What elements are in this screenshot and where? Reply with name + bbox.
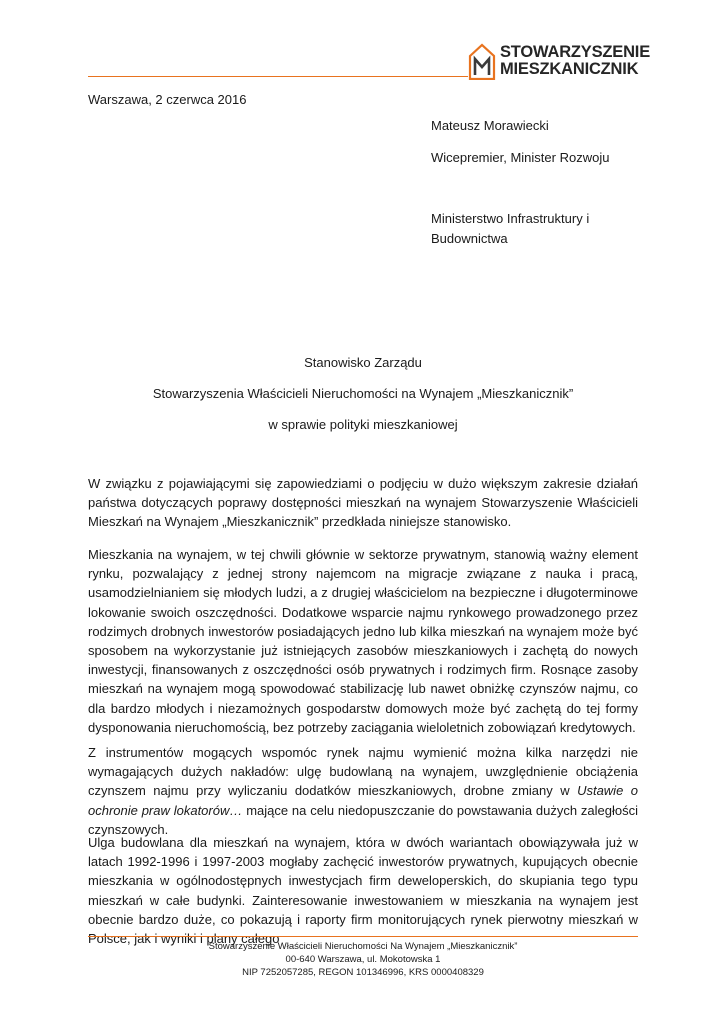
recipient-name: Mateusz Morawiecki (431, 118, 549, 133)
letter-date: Warszawa, 2 czerwca 2016 (88, 92, 247, 107)
paragraph-3-text-a: Z instrumentów mogących wspomóc rynek najmu wymienić można kilka narzędzi nie wymagających dużych nakładów: ulgę budowlaną na wynajem, uwzględnienie obciążenia czynszem najmu przy wyliczaniu dodatków mieszkaniowych, drobne zmiany w (88, 745, 638, 799)
logo-line-2: MIESZKANICZNIK (500, 60, 639, 78)
ministry-line-1: Ministerstwo Infrastruktury i (431, 211, 590, 226)
recipient-title: Wicepremier, Minister Rozwoju (431, 150, 610, 165)
logo-wordmark (500, 44, 650, 78)
paragraph-1: W związku z pojawiającymi się zapowiedziami o podjęciu w dużo większym zakresie działań państwa dotyczących poprawy dostępności mieszkań na wynajem Stowarzyszenie Właścicieli Mieszkań na Wynajem „Mieszkanicznik” przedkłada niniejsze stanowisko. (88, 476, 638, 530)
footer-divider (88, 936, 638, 937)
paragraph-3-text-b: mające na celu niedopuszczanie do powstawania dużych zaległości czynszowych. (88, 802, 638, 837)
document-title-line-2: Stowarzyszenia Właścicieli Nieruchomości na Wynajem „Mieszkanicznik” (152, 386, 574, 401)
house-m-icon (468, 42, 496, 80)
document-title-line-1: Stanowisko Zarządu (304, 355, 422, 370)
logo (468, 40, 648, 82)
logo-line-1: STOWARZYSZENIE (500, 43, 650, 61)
document-title-line-3: w sprawie polityki mieszkaniowej (268, 417, 458, 432)
header-divider (88, 76, 468, 77)
paragraph-3-law-title: Ustawie o ochronie praw lokatorów… (88, 783, 638, 818)
paragraph-2: Mieszkania na wynajem, w tej chwili głównie w sektorze prywatnym, stanowią ważny element rynku, pozwalający z jednej strony najemcom na migracje związane z nauka i pracą, usamodzielnianiem się młodych ludzi, a z drugiej właścicielom na bezpieczne i długoterminowe lokowanie swoich oszczędności. Dodatkowe wsparcie najmu rynkowego prowadzonego przez rodzimych drobnych inwestorów posiadających jedno lub kilka mieszkań na wynajem może być sposobem na wykorzystanie już istniejących zasobów mieszkaniowych i zachętą do nowych inwestycji, finansowanych z oszczędności osób prywatnych i rodzimych firm. Rosnące zasoby mieszkań na wynajem mogą spowodować stabilizację lub nawet obniżkę czynszów najmu, co dla bardzo młodych i niezamożnych gospodarstw domowych może być zachętą do tej formy dysponowania nieruchomością, bez potrzeby zaciągania wieloletnich zobowiązań kredytowych. (88, 547, 638, 735)
ministry-line-2: Budownictwa (431, 231, 508, 246)
footer-org-name: Stowarzyszenie Właścicieli Nieruchomości Na Wynajem „Mieszkanicznik” (208, 941, 518, 952)
footer-address: 00-640 Warszawa, ul. Mokotowska 1 (285, 954, 441, 965)
footer-registry: NIP 7252057285, REGON 101346996, KRS 0000408329 (242, 967, 484, 978)
paragraph-4: Ulga budowlana dla mieszkań na wynajem, która w dwóch wariantach obowiązywała już w latach 1992-1996 i 1997-2003 mogłaby zachęcić inwestorów prywatnych, kupujących obecnie mieszkania w ogólnodostępnych inwestycjach firm deweloperskich, do skupiania tego typu mieszkań w całe budynki. Zainteresowanie inwestowaniem w mieszkania na wynajem jest obecnie bardzo duże, co pokazują i raporty firm monitorujących rynek pierwotny mieszkań w Polsce, jak i wyniki i plany całego (88, 835, 638, 947)
paragraph-3 (88, 743, 638, 839)
